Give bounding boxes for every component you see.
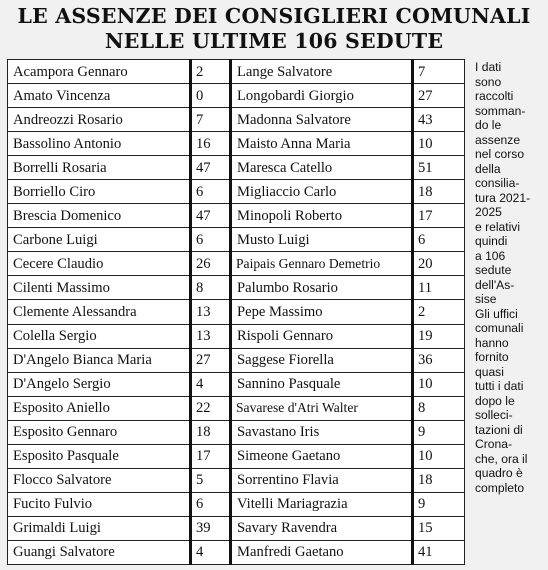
side-note	[475, 60, 545, 495]
absence-count: 2	[413, 300, 465, 324]
absences-table-body	[8, 60, 465, 565]
councillor-name: Sannino Pasquale	[231, 372, 413, 396]
note-line: e relativi	[475, 219, 521, 234]
note-line: che, ora il	[475, 451, 528, 466]
absence-count: 17	[413, 204, 465, 228]
absence-count: 8	[413, 396, 465, 420]
table-row	[8, 444, 465, 468]
table-row	[8, 108, 465, 132]
councillor-name: Borriello Ciro	[8, 180, 191, 204]
absence-count: 20	[413, 252, 465, 276]
note-line: nel corso	[475, 147, 525, 161]
councillor-name: Saggese Fiorella	[231, 348, 413, 372]
absence-count: 6	[191, 492, 231, 516]
councillor-name: Bassolino Antonio	[8, 132, 191, 156]
absence-count: 43	[413, 108, 465, 132]
councillor-name: Borrelli Rosaria	[8, 156, 191, 180]
note-line: somman-	[475, 103, 526, 118]
note-line: della	[475, 161, 501, 176]
absence-count: 15	[413, 516, 465, 540]
councillor-name: Vitelli Mariagrazia	[231, 492, 413, 516]
table-row	[8, 420, 465, 444]
absence-count: 27	[413, 84, 465, 108]
note-line: dopo le	[475, 393, 515, 408]
table-row	[8, 516, 465, 540]
note-line: 2025	[475, 205, 502, 219]
absence-count: 9	[413, 492, 465, 516]
councillor-name: Esposito Pasquale	[8, 444, 191, 468]
note-line: assenze	[475, 132, 521, 147]
absence-count: 6	[191, 228, 231, 252]
councillor-name: Amato Vincenza	[8, 84, 191, 108]
absence-count: 39	[191, 516, 231, 540]
absence-count: 6	[191, 180, 231, 204]
councillor-name: Madonna Salvatore	[231, 108, 413, 132]
absence-count: 36	[413, 348, 465, 372]
absence-count: 8	[191, 276, 231, 300]
absence-count: 2	[191, 60, 231, 84]
councillor-name: Lange Salvatore	[231, 60, 413, 84]
note-line: sono	[475, 74, 502, 89]
note-line: raccolti	[475, 89, 514, 103]
table-row	[8, 396, 465, 420]
table-row	[8, 540, 465, 564]
note-line: consilia-	[475, 176, 520, 190]
councillor-name: Flocco Salvatore	[8, 468, 191, 492]
note-line: quadro è	[475, 466, 523, 480]
absence-count: 47	[191, 204, 231, 228]
note-line: completo	[475, 480, 525, 495]
note-line: tura 2021-	[475, 190, 531, 205]
councillor-name: Cilenti Massimo	[8, 276, 191, 300]
councillor-name: Acampora Gennaro	[8, 60, 191, 84]
councillor-name: Esposito Aniello	[8, 396, 191, 420]
title-line-1: LE ASSENZE DEI CONSIGLIERI COMUNALI	[17, 4, 531, 28]
absence-count: 19	[413, 324, 465, 348]
note-line: I dati	[475, 60, 502, 74]
councillor-name: Savastano Iris	[231, 420, 413, 444]
table-row	[8, 84, 465, 108]
absence-count: 47	[191, 156, 231, 180]
councillor-name: Colella Sergio	[8, 324, 191, 348]
table-row	[8, 132, 465, 156]
table-row	[8, 156, 465, 180]
absence-count: 7	[191, 108, 231, 132]
councillor-name: Savary Ravendra	[231, 516, 413, 540]
table-row	[8, 252, 465, 276]
absence-count: 18	[413, 468, 465, 492]
councillor-name: Andreozzi Rosario	[8, 108, 191, 132]
note-line: fornito	[475, 350, 509, 364]
absence-count: 13	[191, 324, 231, 348]
note-line: a 106	[475, 248, 506, 263]
note-line: Gli uffici	[475, 306, 518, 321]
note-line: sedute	[475, 263, 512, 277]
councillor-name: Sorrentino Flavia	[231, 468, 413, 492]
absence-count: 26	[191, 252, 231, 276]
councillor-name: Migliaccio Carlo	[231, 180, 413, 204]
table-row	[8, 276, 465, 300]
absence-count: 9	[413, 420, 465, 444]
absence-count: 5	[191, 468, 231, 492]
absence-count: 22	[191, 396, 231, 420]
note-line: quasi	[475, 364, 504, 379]
title-line-2: NELLE ULTIME 106 SEDUTE	[104, 29, 444, 53]
councillor-name: Paipais Gennaro Demetrio	[231, 252, 413, 276]
councillor-name: Maisto Anna Maria	[231, 132, 413, 156]
absence-count: 18	[191, 420, 231, 444]
councillor-name: Brescia Domenico	[8, 204, 191, 228]
councillor-name: Musto Luigi	[231, 228, 413, 252]
note-line: Crona-	[475, 437, 512, 451]
absence-count: 0	[191, 84, 231, 108]
councillor-name: Longobardi Giorgio	[231, 84, 413, 108]
note-line: solleci-	[475, 408, 513, 422]
page-title	[0, 4, 548, 54]
note-line: dell'As-	[475, 277, 515, 292]
absence-count: 18	[413, 180, 465, 204]
absence-count: 41	[413, 540, 465, 564]
table-row	[8, 468, 465, 492]
table-row	[8, 300, 465, 324]
table-row	[8, 228, 465, 252]
note-line: tutti i dati	[475, 379, 524, 393]
absence-count: 51	[413, 156, 465, 180]
note-line: tazioni di	[475, 422, 523, 437]
absence-count: 10	[413, 372, 465, 396]
absence-count: 13	[191, 300, 231, 324]
note-line: comunali	[475, 321, 524, 335]
councillor-name: Manfredi Gaetano	[231, 540, 413, 564]
table-row	[8, 492, 465, 516]
absence-count: 11	[413, 276, 465, 300]
table-row	[8, 324, 465, 348]
absence-count: 10	[413, 132, 465, 156]
councillor-name: Savarese d'Atri Walter	[231, 396, 413, 420]
councillor-name: Fucito Fulvio	[8, 492, 191, 516]
absence-count: 4	[191, 540, 231, 564]
absence-count: 16	[191, 132, 231, 156]
note-line: quindi	[475, 234, 508, 248]
table-row	[8, 372, 465, 396]
absence-count: 27	[191, 348, 231, 372]
councillor-name: Pepe Massimo	[231, 300, 413, 324]
absence-count: 10	[413, 444, 465, 468]
table-row	[8, 60, 465, 84]
table-row	[8, 180, 465, 204]
absence-count: 6	[413, 228, 465, 252]
table-row	[8, 204, 465, 228]
councillor-name: Grimaldi Luigi	[8, 516, 191, 540]
absence-count: 17	[191, 444, 231, 468]
councillor-name: Esposito Gennaro	[8, 420, 191, 444]
councillor-name: Minopoli Roberto	[231, 204, 413, 228]
councillor-name: Carbone Luigi	[8, 228, 191, 252]
note-line: sise	[475, 292, 497, 306]
councillor-name: Simeone Gaetano	[231, 444, 413, 468]
absences-table	[7, 59, 465, 565]
councillor-name: D'Angelo Sergio	[8, 372, 191, 396]
councillor-name: Rispoli Gennaro	[231, 324, 413, 348]
table-row	[8, 348, 465, 372]
councillor-name: Cecere Claudio	[8, 252, 191, 276]
note-line: hanno	[475, 335, 509, 350]
councillor-name: D'Angelo Bianca Maria	[8, 348, 191, 372]
councillor-name: Clemente Alessandra	[8, 300, 191, 324]
absence-count: 7	[413, 60, 465, 84]
absence-count: 4	[191, 372, 231, 396]
councillor-name: Maresca Catello	[231, 156, 413, 180]
councillor-name: Palumbo Rosario	[231, 276, 413, 300]
councillor-name: Guangi Salvatore	[8, 540, 191, 564]
note-line: do le	[475, 118, 502, 132]
